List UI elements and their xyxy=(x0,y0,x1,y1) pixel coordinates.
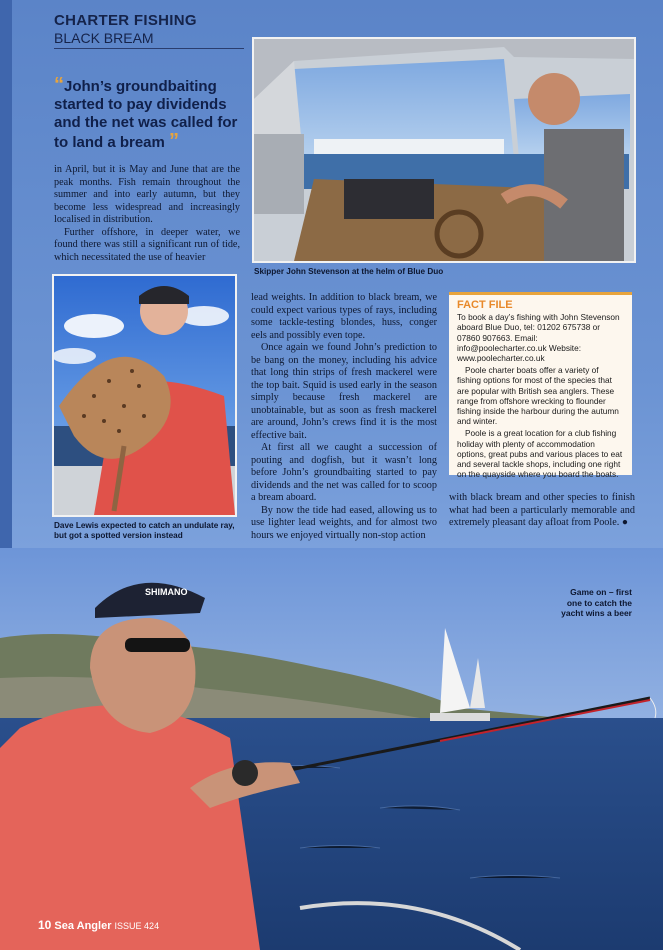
paragraph: lead weights. In addition to black bream, we could expect various types of rays, including some tackle-testing blondes, huss, conger eels and possibly even tope. xyxy=(251,292,437,341)
end-mark-icon: ● xyxy=(621,517,629,528)
ray-photo xyxy=(52,274,237,517)
skipper-photo xyxy=(252,37,636,263)
section-subtitle: BLACK BREAM xyxy=(54,30,154,46)
close-quote-mark: ” xyxy=(169,130,180,152)
issue-number: ISSUE 424 xyxy=(114,921,160,931)
ray-photo-image xyxy=(54,276,235,515)
body-column-2 xyxy=(251,292,437,542)
paragraph: At first all we caught a succession of pouting and dogfish, but it wasn’t long before John’s groundbaiting started to pay dividends and the net was called for to scoop a bream aboard. xyxy=(251,442,437,503)
skipper-photo-image xyxy=(254,39,634,261)
fact-file-title: FACT FILE xyxy=(457,299,513,311)
open-quote-mark: “ xyxy=(54,74,64,96)
body-column-3 xyxy=(449,492,635,530)
body-column-1 xyxy=(54,164,240,264)
page-footer xyxy=(38,918,159,932)
closing-text: with black bream and other species to finish what had been a particularly memorable and extremely pleasant day afloat from Poole. xyxy=(449,492,635,528)
paragraph: in April, but it is May and June that are the peak months. Fish remain throughout the summer and into early autumn, but they become less widespread and increasingly localised in distribution. xyxy=(54,164,240,225)
magazine-name: Sea Angler xyxy=(54,920,112,932)
fact-file-contact: To book a day’s fishing with John Stevenson aboard Blue Duo, tel: 01202 675738 or 07860 907663. Email: info@poolecharter.co.uk Website: www.poolecharter.co.uk xyxy=(457,312,620,364)
paragraph: Once again we found John’s prediction to be bang on the money, including his advice that long thin strips of fresh mackerel were the top bait. Squid is used early in the season simply because fresh mackerel are unobtainable, but as soon as fresh mackerel are around, John’s crews find it is the most effective bait. xyxy=(251,342,437,441)
fact-file-paragraph: Poole is a great location for a club fishing holiday with plenty of accommodation options, great pubs and various places to eat and several tackle shops, including one right on the quayside where you board the boats. xyxy=(457,428,623,480)
skipper-caption: Skipper John Stevenson at the helm of Blue Duo xyxy=(254,267,444,276)
paragraph: Further offshore, in deeper water, we found there was still a significant run of tide, which necessitated the use of heavier xyxy=(54,226,240,263)
page-number: 10 xyxy=(38,918,52,932)
header-rule xyxy=(54,48,244,49)
fact-file-box xyxy=(449,292,632,480)
ray-caption: Dave Lewis expected to catch an undulate ray, but got a spotted version instead xyxy=(54,521,235,540)
pull-quote xyxy=(54,76,240,152)
game-caption: Game on – first one to catch the yacht wins a beer xyxy=(561,587,632,618)
section-header xyxy=(54,12,197,46)
section-title: CHARTER FISHING xyxy=(54,12,197,29)
cap-logo-text: SHIMANO xyxy=(145,587,188,597)
paragraph xyxy=(449,492,635,530)
fact-file-paragraph: Poole charter boats offer a variety of fishing options for most of the species that are popular with British sea anglers. These range from offshore wrecking to flounder fishing inside the harbour during the autumn and winter. xyxy=(457,365,619,427)
paragraph: By now the tide had eased, allowing us to use lighter lead weights, and for almost two hours we enjoyed virtually non-stop action xyxy=(251,504,437,541)
pull-quote-text: John’s groundbaiting started to pay dividends and the net was called for to land a bream xyxy=(54,78,238,151)
